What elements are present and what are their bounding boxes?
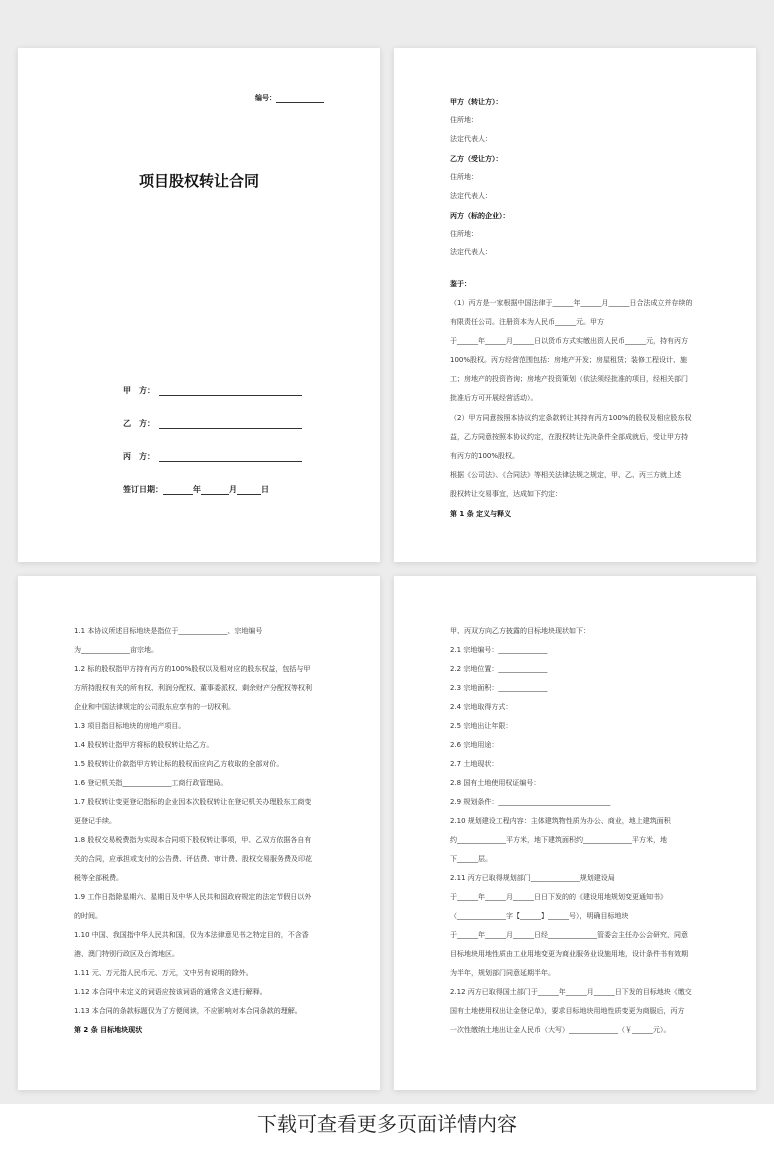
page-land-status bbox=[394, 576, 756, 1090]
text-line: 一次性缴纳土地出让金人民币（大写）______________（￥______元）。 bbox=[450, 1026, 671, 1034]
text-line: 工；房地产的投资咨询；房地产投资策划（依法须经批准的项目，经相关部门 bbox=[450, 375, 688, 383]
text-line: 1.8 股权交易税费指为实现本合同项下股权转让事项，甲、乙双方依据各自有 bbox=[74, 836, 312, 844]
party-b-blank bbox=[159, 419, 302, 429]
text-line: 更登记手续。 bbox=[74, 817, 116, 825]
text-line: 于______年______月______日日下发的的《建设用地规划变更通知书》 bbox=[450, 893, 667, 901]
text-line: 益，乙方同意按照本协议约定，在股权转让先决条件全部成就后，受让甲方持 bbox=[450, 433, 688, 441]
text-line: 住所地： bbox=[450, 116, 478, 124]
sign-date-label: 签订日期： bbox=[123, 485, 163, 494]
text-line: 目标地块用地性质由工业用地变更为商业服务业设施用地，设计条件书有效期 bbox=[450, 950, 688, 958]
contract-number-blank bbox=[276, 94, 324, 103]
text-line: 2.9 规划条件：________________________________ bbox=[450, 798, 611, 806]
text-line: 约______________平方米，地下建筑面积约______________平方米，地 bbox=[450, 836, 667, 844]
text-line: 甲、丙双方向乙方披露的目标地块现状如下： bbox=[450, 627, 590, 635]
sign-date-line bbox=[123, 484, 269, 495]
text-line: 企业和中国法律规定的公司股东应享有的一切权利。 bbox=[74, 703, 235, 711]
day-blank bbox=[237, 485, 261, 495]
download-caption: 下载可查看更多页面详情内容 bbox=[0, 1104, 774, 1168]
text-line: 1.9 工作日指除星期六、星期日及中华人民共和国政府规定的法定节假日以外 bbox=[74, 893, 312, 901]
text-line: 1.5 股权转让价款指甲方转让标的股权而应向乙方收取的全部对价。 bbox=[74, 760, 284, 768]
text-line: 法定代表人： bbox=[450, 135, 492, 143]
month-blank bbox=[201, 485, 229, 495]
cover-page bbox=[18, 48, 380, 562]
text-line: （1）丙方是一家根据中国法律于______年______月______日合法成立并存续的 bbox=[450, 299, 693, 307]
text-line: 2.4 宗地取得方式： bbox=[450, 703, 513, 711]
text-line: 下______层。 bbox=[450, 855, 492, 863]
year-blank bbox=[163, 485, 193, 495]
text-line: 住所地： bbox=[450, 173, 478, 181]
text-line: 1.1 本协议所述目标地块是指位于______________、宗地编号 bbox=[74, 627, 263, 635]
text-line: 有限责任公司。注册资本为人民币______元。甲方 bbox=[450, 318, 604, 326]
text-line: 1.12 本合同中未定义的词语应按该词语的通常含义进行解释。 bbox=[74, 988, 267, 996]
party-a-label: 甲 方： bbox=[123, 386, 155, 395]
text-line: 为半年，规划部门同意延期半年。 bbox=[450, 969, 555, 977]
text-line: 为______________亩宗地。 bbox=[74, 646, 158, 654]
text-line: 税等全部税费。 bbox=[74, 874, 123, 882]
text-line: 2.5 宗地出让年限： bbox=[450, 722, 513, 730]
day-label: 日 bbox=[261, 485, 269, 494]
text-line: 于______年______月______日经______________管委会主任办公会研究，同意 bbox=[450, 931, 688, 939]
party-c-line bbox=[123, 451, 302, 462]
contract-number bbox=[255, 93, 324, 103]
text-line: 于______年______月______日以货币方式实缴出资人民币______元，持有丙方 bbox=[450, 337, 688, 345]
text-line: 2.12 丙方已取得国土部门于______年______月______日下发的目标地块《缴交 bbox=[450, 988, 692, 996]
text-line: 1.7 股权转让变更登记指标的企业因本次股权转让在登记机关办理股东工商变 bbox=[74, 798, 312, 806]
party-b-line bbox=[123, 418, 302, 429]
text-line: 国有土地使用权出让金登记单》，要求目标地块用地性质变更为商服后，丙方 bbox=[450, 1007, 685, 1015]
party-b-label: 乙 方： bbox=[123, 419, 155, 428]
month-label: 月 bbox=[229, 485, 237, 494]
text-line: 法定代表人： bbox=[450, 192, 492, 200]
text-line: 1.13 本合同的条款标题仅为了方便阅读，不应影响对本合同条款的理解。 bbox=[74, 1007, 302, 1015]
section-heading: 鉴于： bbox=[450, 280, 471, 288]
text-line: 2.2 宗地位置：______________ bbox=[450, 665, 548, 673]
section-heading: 丙方（标的企业）： bbox=[450, 212, 510, 220]
text-line: 1.2 标的股权指甲方持有丙方的100%股权以及相对应的股东权益，包括与甲 bbox=[74, 665, 311, 673]
text-line: 关的合同，应承担或支付的公告费、评估费、审计费、股权交易服务费及印花 bbox=[74, 855, 312, 863]
party-c-label: 丙 方： bbox=[123, 452, 155, 461]
text-line: 股权转让交易事宜，达成如下约定： bbox=[450, 490, 562, 498]
text-line: 1.6 登记机关指______________工商行政管理局。 bbox=[74, 779, 228, 787]
text-line: 1.4 股权转让指甲方将标的股权转让给乙方。 bbox=[74, 741, 214, 749]
party-a-line bbox=[123, 385, 302, 396]
year-label: 年 bbox=[193, 485, 201, 494]
text-line: 2.3 宗地面积：______________ bbox=[450, 684, 548, 692]
section-heading: 第 1 条 定义与释义 bbox=[450, 510, 512, 518]
text-line: 2.10 规划建设工程内容：主体建筑物性质为办公、商业，地上建筑面积 bbox=[450, 817, 671, 825]
text-line: （2）甲方同意按照本协议约定条款转让其持有丙方100%的股权及相应股东权 bbox=[450, 414, 692, 422]
text-line: （______________字【______】______号），明确目标地块 bbox=[450, 912, 629, 920]
text-line: 2.8 国有土地使用权证编号： bbox=[450, 779, 541, 787]
text-line: 根据《公司法》、《合同法》等相关法律法规之规定，甲、乙、丙三方就上述 bbox=[450, 471, 681, 479]
page-definitions bbox=[18, 576, 380, 1090]
text-line: 2.1 宗地编号：______________ bbox=[450, 646, 548, 654]
text-line: 100%股权。丙方经营范围包括：房地产开发；房屋租赁；装修工程设计、施 bbox=[450, 356, 688, 364]
page-parties bbox=[394, 48, 756, 562]
text-line: 有丙方的100%股权。 bbox=[450, 452, 520, 460]
section-heading: 甲方（转让方）： bbox=[450, 98, 503, 106]
text-line: 2.6 宗地用途： bbox=[450, 741, 499, 749]
text-line: 批准后方可开展经营活动）。 bbox=[450, 394, 538, 402]
text-line: 1.10 中国、我国指中华人民共和国，仅为本法律意见书之特定目的，不含香 bbox=[74, 931, 309, 939]
text-line: 方所持股权有关的所有权、利润分配权、董事委派权、剩余财产分配权等权利 bbox=[74, 684, 312, 692]
text-line: 1.3 项目指目标地块的房地产项目。 bbox=[74, 722, 186, 730]
text-line: 1.11 元、万元指人民币元、万元，文中另有说明的除外。 bbox=[74, 969, 253, 977]
text-line: 法定代表人： bbox=[450, 248, 492, 256]
section-heading: 乙方（受让方）： bbox=[450, 155, 503, 163]
contract-title: 项目股权转让合同 bbox=[138, 172, 259, 190]
text-line: 的时间。 bbox=[74, 912, 102, 920]
text-line: 2.11 丙方已取得规划部门______________规划建设局 bbox=[450, 874, 615, 882]
party-a-blank bbox=[159, 386, 302, 396]
section-heading: 第 2 条 目标地块现状 bbox=[74, 1026, 143, 1034]
text-line: 住所地： bbox=[450, 230, 478, 238]
text-line: 2.7 土地现状： bbox=[450, 760, 499, 768]
text-line: 港、澳门特别行政区及台湾地区。 bbox=[74, 950, 179, 958]
contract-number-label: 编号： bbox=[255, 94, 276, 102]
party-c-blank bbox=[159, 452, 302, 462]
